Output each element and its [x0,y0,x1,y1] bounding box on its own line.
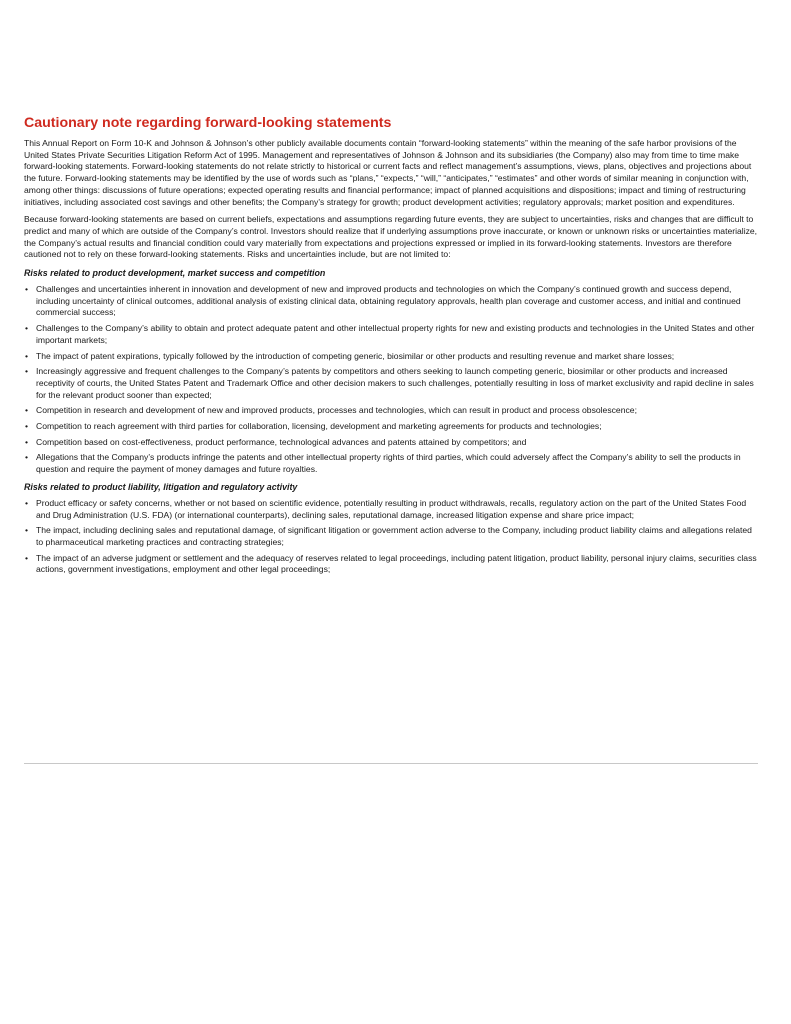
list-item-text: Allegations that the Company’s products infringe the patents and other intellectual property rights of third parties, which could adversely affect the Company’s ability to sell the products in question and require the payment of money damages and future royalties. [36,452,741,475]
list-item [24,553,758,576]
list-item-text: The impact of an adverse judgment or settlement and the adequacy of reserves related to legal proceedings, including patent litigation, product liability, personal injury claims, securities class actions, government investigations, employment and other legal proceedings; [36,552,757,575]
list-item [24,525,758,548]
list-item [24,366,758,401]
intro-paragraph-2: Because forward-looking statements are based on current beliefs, expectations and assumptions regarding future events, they are subject to uncertainties, risks and changes that are difficult to predict and many of which are outside of the Company’s control. Investors should realize that if underlying assumptions prove inaccurate, or known or unknown risks or uncertainties materialize, the Company’s actual results and financial condition could vary materially from expectations and projections expressed or implied in its forward-looking statements. Investors are therefore cautioned not to rely on these forward-looking statements. Risks and uncertainties include, but are not limited to: [24,214,758,260]
bullet-icon: • [25,405,29,416]
list-item [24,421,758,433]
risk-list-product-development [24,284,758,476]
risk-list-product-liability [24,498,758,576]
list-item-text: Increasingly aggressive and frequent challenges to the Company’s patents by competitors and others seeking to launch competing generic, biosimilar or other products and increased receptivity of courts, the United States Patent and Trademark Office and other decision makers to such challenges, potentially resulting in loss of market exclusivity and rapid decline in sales for the relevant product sooner than expected; [36,366,754,400]
bullet-icon: • [25,323,29,334]
section-heading-product-development: Risks related to product development, market success and competition [24,268,326,279]
bullet-icon: • [25,497,29,508]
document-page [24,114,758,581]
list-item-text: Challenges to the Company’s ability to obtain and protect adequate patent and other intellectual property rights for new and existing products and technologies in the United States and other important markets; [36,323,755,345]
list-item-text: Product efficacy or safety concerns, whether or not based on scientific evidence, potentially resulting in product withdrawals, recalls, regulatory action on the part of the United States Food and Drug Administration (U.S. FDA) (or international counterparts), declining sales, reputational damage, increased litigation expense and share price impact; [36,497,747,520]
bullet-icon: • [25,452,29,463]
list-item [24,437,758,449]
list-item-text: The impact of patent expirations, typically followed by the introduction of competing generic, biosimilar or other products and resulting revenue and market share losses; [36,350,675,361]
list-item-text: The impact, including declining sales and reputational damage, of significant litigation or government action adverse to the Company, including product liability claims and allegations related to pharmaceutical marketing practices and contracting strategies; [36,525,752,547]
list-item-text: Competition based on cost-effectiveness, product performance, technological advances and patents attained by competitors; and [36,436,527,447]
bullet-icon: • [25,552,29,563]
bullet-icon: • [25,350,29,361]
list-item [24,498,758,521]
list-item [24,405,758,417]
intro-paragraph-1: This Annual Report on Form 10-K and Johnson & Johnson’s other publicly available documents contain “forward-looking statements” within the meaning of the safe harbor provisions of the United States Private Securities Litigation Reform Act of 1995. Management and representatives of Johnson & Johnson and its subsidiaries (the Company) also may from time to time make forward-looking statements. Forward-looking statements do not relate strictly to historical or current facts and reflect management’s assumptions, views, plans, objectives and projections about the future. Forward-looking statements may be identified by the use of words such as “plans,” “expects,” “will,” “anticipates,” “estimates” and other words of similar meaning in conjunction with, among other things: discussions of future operations; expected operating results and financial performance; impact of planned acquisitions and dispositions; impact and timing of restructuring initiatives, including associated cost savings and other benefits; the Company’s strategy for growth; product development activities; regulatory approvals; market position and expenditures. [24,138,752,207]
bullet-icon: • [25,366,29,377]
page-title: Cautionary note regarding forward-looking statements [24,115,392,131]
bullet-icon: • [25,284,29,295]
footer-divider [24,763,758,764]
bullet-icon: • [25,436,29,447]
list-item [24,323,758,346]
bullet-icon: • [25,421,29,432]
list-item-text: Challenges and uncertainties inherent in innovation and development of new and improved products and technologies on which the Company’s continued growth and success depend, including uncertainty of clinical outcomes, additional analysis of existing clinical data, obtaining regulatory approvals, health plan coverage and customer access, and initial and continued commercial success; [36,284,741,318]
list-item [24,284,758,319]
list-item [24,452,758,475]
list-item-text: Competition in research and development of new and improved products, processes and technologies, which can result in product and process obsolescence; [36,405,637,416]
list-item [24,351,758,363]
list-item-text: Competition to reach agreement with third parties for collaboration, licensing, development and marketing agreements for products and technologies; [36,421,602,432]
section-heading-product-liability: Risks related to product liability, litigation and regulatory activity [24,481,298,492]
bullet-icon: • [25,525,29,536]
